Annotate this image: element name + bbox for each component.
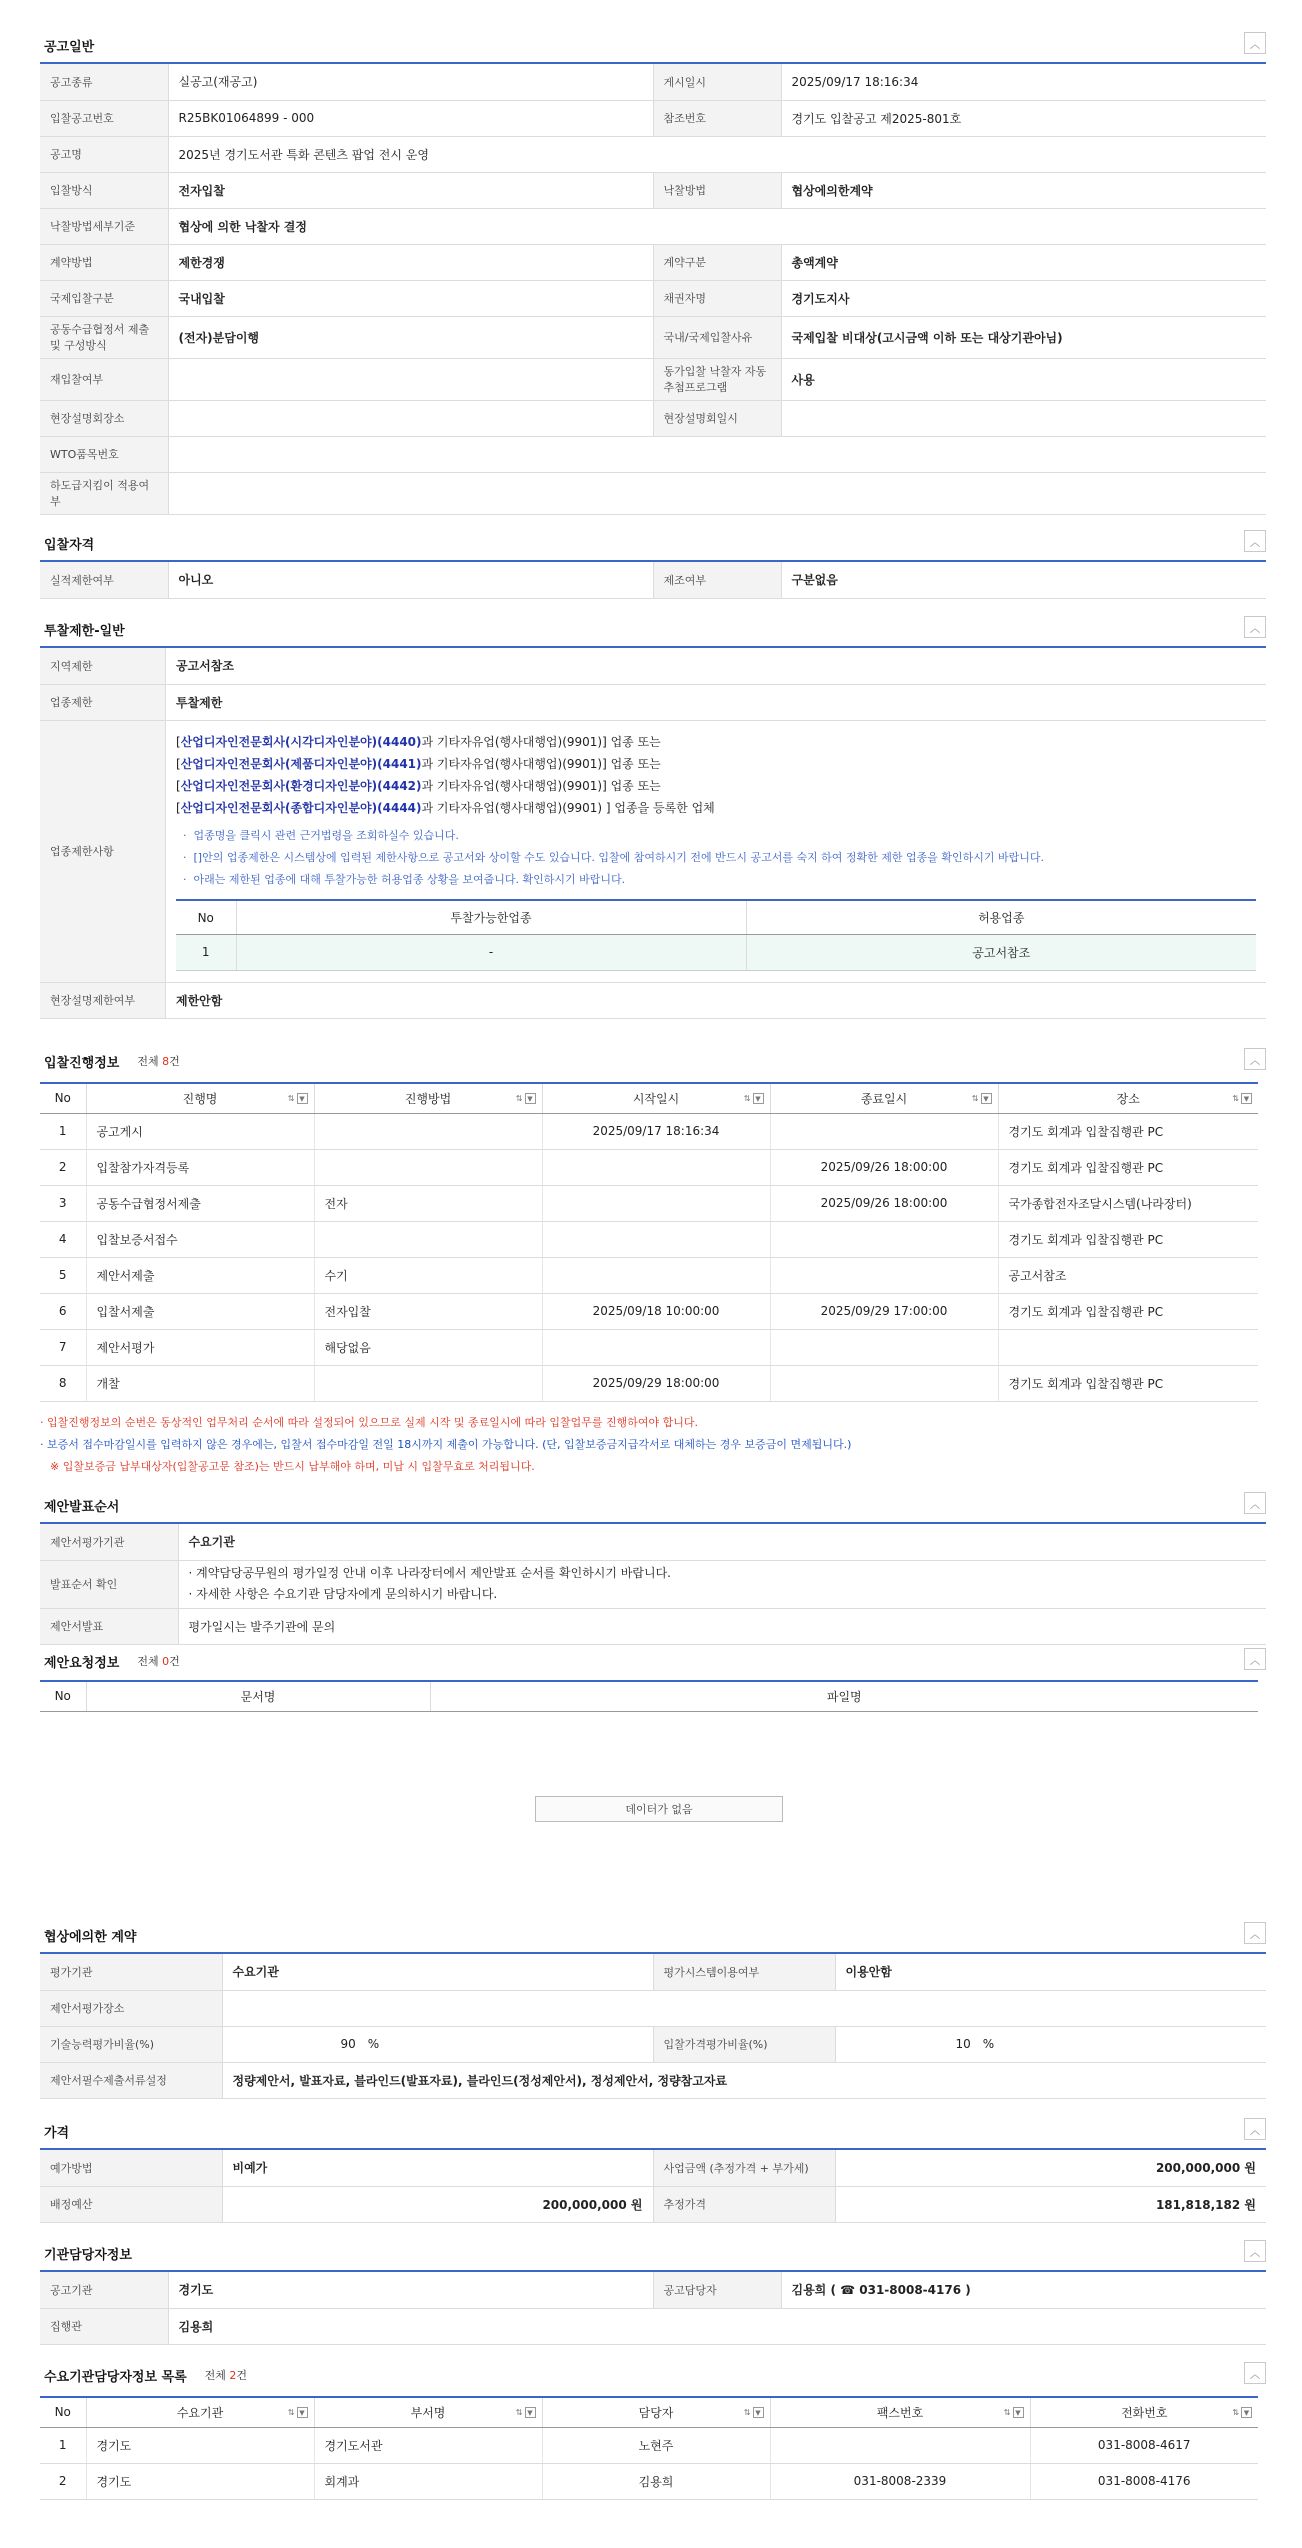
cell xyxy=(314,1221,542,1257)
field-value: 국내입찰 xyxy=(168,280,653,316)
field-label: 업종제한사항 xyxy=(40,720,166,982)
section-title-price: 가격 xyxy=(44,2125,70,2141)
field-label: 실적제한여부 xyxy=(40,562,168,598)
cell: 1 xyxy=(176,934,236,970)
section-title-text: 입찰진행정보 xyxy=(44,1055,120,1071)
field-value xyxy=(781,400,1266,436)
field-value: 2025/09/17 18:16:34 xyxy=(781,64,1266,100)
progress-note: ※ 입찰보증금 납부대상자(입찰공고문 참조)는 반드시 납부해야 하며, 미납 시 입찰무효로 처리됩니다. xyxy=(50,1460,535,1473)
table-row xyxy=(40,400,1266,436)
column-header[interactable]: 수요기관 ⇅ ▼ xyxy=(86,2397,314,2427)
field-value: 국제입찰 비대상(고시금액 이하 또는 대상기관아님) xyxy=(781,316,1266,358)
cell: 제안서제출 xyxy=(86,1257,314,1293)
request-table xyxy=(40,1680,1258,1712)
field-value: R25BK01064899 - 000 xyxy=(168,100,653,136)
industry-link[interactable]: 산업디자인전문회사(종합디자인분야)(4444) xyxy=(180,801,422,816)
column-header[interactable]: 전화번호 ⇅ ▼ xyxy=(1030,2397,1258,2427)
industry-link[interactable]: 산업디자인전문회사(환경디자인분야)(4442) xyxy=(180,779,422,794)
cell: 경기도 회계과 입찰집행관 PC xyxy=(998,1293,1258,1329)
no-data-message: 데이터가 없음 xyxy=(535,1796,783,1822)
field-value xyxy=(222,1990,1266,2026)
section-title-contact: 기관담당자정보 xyxy=(44,2247,132,2263)
field-label: 참조번호 xyxy=(653,100,781,136)
cell: 2 xyxy=(40,2463,86,2499)
sort-icon[interactable]: ⇅ ▼ xyxy=(1004,2407,1024,2418)
field-value: 평가일시는 발주기관에 문의 xyxy=(178,1608,1266,1644)
presentation-order-table xyxy=(40,1524,1266,1645)
field-label: 평가기관 xyxy=(40,1954,222,1990)
industry-link[interactable]: 산업디자인전문회사(제품디자인분야)(4441) xyxy=(180,757,422,772)
cell: 제안서평가 xyxy=(86,1329,314,1365)
record-count: 전체 8건 xyxy=(137,1055,180,1068)
field-label: 국내/국제입찰사유 xyxy=(653,316,781,358)
sort-icon[interactable]: ⇅ ▼ xyxy=(1232,1093,1252,1104)
cell: 2025/09/26 18:00:00 xyxy=(770,1149,998,1185)
cell: 노현주 xyxy=(542,2427,770,2463)
progress-table xyxy=(40,1082,1258,1402)
field-value xyxy=(168,472,1266,514)
sort-icon[interactable]: ⇅ ▼ xyxy=(1232,2407,1252,2418)
field-label: 계약구분 xyxy=(653,244,781,280)
field-label: 공고종류 xyxy=(40,64,168,100)
field-label: 추정가격 xyxy=(653,2186,835,2222)
table-row xyxy=(40,2463,1258,2499)
sort-icon[interactable]: ⇅ ▼ xyxy=(516,1093,536,1104)
collapse-toggle-icon[interactable]: ︿ xyxy=(1244,1922,1266,1944)
cell xyxy=(770,1365,998,1401)
table-row xyxy=(40,172,1266,208)
field-label: 기술능력평가비율(%) xyxy=(40,2026,222,2062)
cell xyxy=(998,1329,1258,1365)
table-row xyxy=(40,100,1266,136)
field-value: 구분없음 xyxy=(781,562,1266,598)
cell: 공동수급협정서제출 xyxy=(86,1185,314,1221)
field-value: 비예가 xyxy=(222,2150,653,2186)
restriction-line: [산업디자인전문회사(시각디자인분야)(4440)과 기타자유업(행사대행업)(9901)] 업종 또는 xyxy=(176,735,661,750)
field-label: WTO품목번호 xyxy=(40,436,168,472)
field-label: 제조여부 xyxy=(653,562,781,598)
field-label: 현장설명제한여부 xyxy=(40,982,166,1018)
table-row xyxy=(40,1293,1258,1329)
cell: 입찰참가자격등록 xyxy=(86,1149,314,1185)
contact-table xyxy=(40,2272,1266,2345)
section-title-text: 수요기관담당자정보 목록 xyxy=(44,2369,187,2385)
field-value: 10 % xyxy=(835,2026,1266,2062)
cell: 전자 xyxy=(314,1185,542,1221)
cell xyxy=(542,1257,770,1293)
cell: 경기도 xyxy=(86,2427,314,2463)
field-value: 이용안함 xyxy=(835,1954,1266,1990)
field-label: 평가시스템이용여부 xyxy=(653,1954,835,1990)
sort-icon[interactable]: ⇅ ▼ xyxy=(744,2407,764,2418)
cell xyxy=(770,1221,998,1257)
cell: 2025/09/29 18:00:00 xyxy=(542,1365,770,1401)
field-label: 낙찰방법 xyxy=(653,172,781,208)
cell: 입찰서제출 xyxy=(86,1293,314,1329)
column-header: No xyxy=(40,1083,86,1113)
table-row xyxy=(40,1365,1258,1401)
info-bullet: · 업종명을 클릭시 관련 근거법령을 조회하실수 있습니다. xyxy=(176,829,459,843)
table-row xyxy=(40,1257,1258,1293)
sort-icon[interactable]: ⇅ ▼ xyxy=(516,2407,536,2418)
field-value: 정량제안서, 발표자료, 블라인드(발표자료), 블라인드(정성제안서), 정성제안서, 정량참고자료 xyxy=(222,2062,1266,2098)
record-count: 전체 2건 xyxy=(204,2369,248,2382)
table-row xyxy=(40,244,1266,280)
restriction-line: [산업디자인전문회사(종합디자인분야)(4444)과 기타자유업(행사대행업)(9901) ] 업종을 등록한 업체 xyxy=(176,801,715,816)
field-value: 2025년 경기도서관 특화 콘텐츠 팝업 전시 운영 xyxy=(168,136,1266,172)
table-row xyxy=(176,934,1256,970)
cell: 개찰 xyxy=(86,1365,314,1401)
field-label: 제안서평가기관 xyxy=(40,1524,178,1560)
field-label: 하도급지킴이 적용여부 xyxy=(40,472,168,514)
collapse-toggle-icon[interactable]: ︿ xyxy=(1244,530,1266,552)
cell xyxy=(770,1257,998,1293)
cell xyxy=(542,1185,770,1221)
column-header[interactable]: 담당자 ⇅ ▼ xyxy=(542,2397,770,2427)
table-row xyxy=(40,64,1266,100)
field-value xyxy=(168,358,653,400)
cell xyxy=(770,1113,998,1149)
section-title-presentation-order: 제안발표순서 xyxy=(44,1499,120,1515)
section-title-text: 제안요청정보 xyxy=(44,1655,120,1671)
field-label: 제안서필수제출서류설정 xyxy=(40,2062,222,2098)
sort-icon[interactable]: ⇅ ▼ xyxy=(744,1093,764,1104)
field-value: 공고서참조 xyxy=(166,648,1267,684)
collapse-toggle-icon[interactable]: ︿ xyxy=(1244,616,1266,638)
cell xyxy=(770,2427,1030,2463)
field-value: 아니오 xyxy=(168,562,653,598)
cell: 6 xyxy=(40,1293,86,1329)
cell xyxy=(542,1149,770,1185)
field-value: 김용희 xyxy=(168,2308,1266,2344)
cell: 2 xyxy=(40,1149,86,1185)
field-label: 계약방법 xyxy=(40,244,168,280)
cell: 5 xyxy=(40,1257,86,1293)
table-row xyxy=(40,1149,1258,1185)
section-title-negotiation: 협상에의한 계약 xyxy=(44,1929,137,1945)
cell: 4 xyxy=(40,1221,86,1257)
info-bullet: · []안의 업종제한은 시스템상에 입력된 제한사항으로 공고서와 상이할 수도 있습니다. 입찰에 참여하시기 전에 반드시 공고서를 숙지 하여 정확한 제한 업종을 확인하시기 바랍니다. xyxy=(176,851,1045,865)
field-value xyxy=(168,400,653,436)
table-row xyxy=(40,436,1266,472)
negotiation-table xyxy=(40,1954,1266,2099)
table-row xyxy=(40,1185,1258,1221)
table-row xyxy=(40,358,1266,400)
industry-link[interactable]: 산업디자인전문회사(시각디자인분야)(4440) xyxy=(180,735,422,750)
field-label: 지역제한 xyxy=(40,648,166,684)
sort-icon[interactable]: ⇅ ▼ xyxy=(972,1093,992,1104)
column-header: 문서명 xyxy=(86,1681,430,1711)
cell: 3 xyxy=(40,1185,86,1221)
cell: 전자입찰 xyxy=(314,1293,542,1329)
field-label: 공고기관 xyxy=(40,2272,168,2308)
field-value: 수요기관 xyxy=(222,1954,653,1990)
column-header[interactable]: 팩스번호 ⇅ ▼ xyxy=(770,2397,1030,2427)
collapse-toggle-icon[interactable]: ︿ xyxy=(1244,1048,1266,1070)
cell: 경기도서관 xyxy=(314,2427,542,2463)
column-header: 허용업종 xyxy=(746,900,1256,934)
table-row xyxy=(40,2427,1258,2463)
cell: 국가종합전자조달시스템(나라장터) xyxy=(998,1185,1258,1221)
collapse-toggle-icon[interactable]: ︿ xyxy=(1244,1492,1266,1514)
field-value: 181,818,182 원 xyxy=(835,2186,1266,2222)
collapse-toggle-icon[interactable]: ︿ xyxy=(1244,32,1266,54)
column-header: 투찰가능한업종 xyxy=(236,900,746,934)
price-table xyxy=(40,2150,1266,2223)
field-label: 게시일시 xyxy=(653,64,781,100)
column-header[interactable]: 부서명 ⇅ ▼ xyxy=(314,2397,542,2427)
field-label: 현장설명회일시 xyxy=(653,400,781,436)
field-value: 협상에의한계약 xyxy=(781,172,1266,208)
field-value: 김용희 ( ☎ 031-8008-4176 ) xyxy=(781,2272,1266,2308)
industry-restriction-detail xyxy=(166,720,1267,982)
column-header[interactable]: 진행방법 ⇅ ▼ xyxy=(314,1083,542,1113)
cell: 수기 xyxy=(314,1257,542,1293)
field-value: (전자)분담이행 xyxy=(168,316,653,358)
cell: 2025/09/29 17:00:00 xyxy=(770,1293,998,1329)
cell: 경기도 회계과 입찰집행관 PC xyxy=(998,1221,1258,1257)
field-label: 재입찰여부 xyxy=(40,358,168,400)
restriction-line: [산업디자인전문회사(제품디자인분야)(4441)과 기타자유업(행사대행업)(9901)] 업종 또는 xyxy=(176,757,661,772)
collapse-toggle-icon[interactable]: ︿ xyxy=(1244,2362,1266,2384)
cell: 경기도 xyxy=(86,2463,314,2499)
field-value: 협상에 의한 낙찰자 결정 xyxy=(168,208,1266,244)
field-label: 공고담당자 xyxy=(653,2272,781,2308)
field-value: 투찰제한 xyxy=(166,684,1267,720)
cell: 031-8008-4617 xyxy=(1030,2427,1258,2463)
field-label: 국제입찰구분 xyxy=(40,280,168,316)
column-header: No xyxy=(40,2397,86,2427)
header-row xyxy=(40,1083,1258,1113)
field-label: 배정예산 xyxy=(40,2186,222,2222)
restriction-line: [산업디자인전문회사(환경디자인분야)(4442)과 기타자유업(행사대행업)(9901)] 업종 또는 xyxy=(176,779,661,794)
field-value xyxy=(168,436,1266,472)
collapse-toggle-icon[interactable]: ︿ xyxy=(1244,2240,1266,2262)
cell: 경기도 회계과 입찰집행관 PC xyxy=(998,1149,1258,1185)
field-label: 공고명 xyxy=(40,136,168,172)
cell: 회계과 xyxy=(314,2463,542,2499)
cell: 1 xyxy=(40,2427,86,2463)
cell: 1 xyxy=(40,1113,86,1149)
section-title-general: 공고일반 xyxy=(44,39,95,55)
collapse-toggle-icon[interactable]: ︿ xyxy=(1244,2118,1266,2140)
table-row xyxy=(40,1221,1258,1257)
field-label: 입찰방식 xyxy=(40,172,168,208)
section-title-restriction: 투찰제한-일반 xyxy=(44,623,125,639)
field-value: 200,000,000 원 xyxy=(835,2150,1266,2186)
field-label: 낙찰방법세부기준 xyxy=(40,208,168,244)
field-label: 현장설명회장소 xyxy=(40,400,168,436)
field-label: 집행관 xyxy=(40,2308,168,2344)
cell: 해당없음 xyxy=(314,1329,542,1365)
cell: 031-8008-2339 xyxy=(770,2463,1030,2499)
field-label: 제안서발표 xyxy=(40,1608,178,1644)
field-value: 실공고(재공고) xyxy=(168,64,653,100)
field-label: 예가방법 xyxy=(40,2150,222,2186)
cell: 공고게시 xyxy=(86,1113,314,1149)
field-value: 제한안함 xyxy=(166,982,1267,1018)
field-label: 사업금액 (추정가격 + 부가세) xyxy=(653,2150,835,2186)
cell xyxy=(314,1365,542,1401)
table-row xyxy=(40,472,1266,514)
column-header[interactable]: 시작일시 ⇅ ▼ xyxy=(542,1083,770,1113)
cell xyxy=(314,1113,542,1149)
field-label: 채권자명 xyxy=(653,280,781,316)
field-value: 수요기관 xyxy=(178,1524,1266,1560)
collapse-toggle-icon[interactable]: ︿ xyxy=(1244,1648,1266,1670)
section-title-demand-contacts xyxy=(44,2362,247,2388)
field-value: 전자입찰 xyxy=(168,172,653,208)
column-header: No xyxy=(40,1681,86,1711)
cell xyxy=(770,1329,998,1365)
table-row xyxy=(40,1329,1258,1365)
field-label: 입찰가격평가비율(%) xyxy=(653,2026,835,2062)
cell: 경기도 회계과 입찰집행관 PC xyxy=(998,1113,1258,1149)
field-value: 총액계약 xyxy=(781,244,1266,280)
header-row xyxy=(40,2397,1258,2427)
field-label: 발표순서 확인 xyxy=(40,1560,178,1608)
restriction-table xyxy=(40,648,1266,1019)
column-header[interactable]: 장소 ⇅ ▼ xyxy=(998,1083,1258,1113)
field-label: 업종제한 xyxy=(40,684,166,720)
field-value: 경기도 입찰공고 제2025-801호 xyxy=(781,100,1266,136)
column-header: 파일명 xyxy=(430,1681,1258,1711)
table-row xyxy=(40,136,1266,172)
progress-note: · 입찰진행정보의 순번은 동상적인 업무처리 순서에 따라 설정되어 있으므로 실제 시작 및 종료일시에 따라 입찰업무를 진행하여야 합니다. xyxy=(40,1416,698,1429)
table-row xyxy=(40,1113,1258,1149)
field-value: 90 % xyxy=(222,2026,653,2062)
field-value: 200,000,000 원 xyxy=(222,2186,653,2222)
cell: 김용희 xyxy=(542,2463,770,2499)
cell: 2025/09/17 18:16:34 xyxy=(542,1113,770,1149)
field-value: 제한경쟁 xyxy=(168,244,653,280)
cell: 031-8008-4176 xyxy=(1030,2463,1258,2499)
sort-icon[interactable]: ⇅ ▼ xyxy=(288,2407,308,2418)
cell: 2025/09/26 18:00:00 xyxy=(770,1185,998,1221)
table-row xyxy=(40,280,1266,316)
field-value: 사용 xyxy=(781,358,1266,400)
table-row xyxy=(40,208,1266,244)
allowed-industry-table xyxy=(176,899,1256,971)
cell: 공고서참조 xyxy=(746,934,1256,970)
field-value: 경기도 xyxy=(168,2272,653,2308)
info-bullet: · 아래는 제한된 업종에 대해 투찰가능한 허용업종 상황을 보여줍니다. 확인하시기 바랍니다. xyxy=(176,873,626,887)
section-title-progress xyxy=(44,1048,180,1074)
cell: 공고서참조 xyxy=(998,1257,1258,1293)
cell: 7 xyxy=(40,1329,86,1365)
field-value: 경기도지사 xyxy=(781,280,1266,316)
cell xyxy=(314,1149,542,1185)
cell xyxy=(542,1221,770,1257)
cell: 8 xyxy=(40,1365,86,1401)
column-header[interactable]: 종료일시 ⇅ ▼ xyxy=(770,1083,998,1113)
field-value: · 계약담당공무원의 평가일정 안내 이후 나라장터에서 제안발표 순서를 확인하시기 바랍니다. · 자세한 사항은 수요기관 담당자에게 문의하시기 바랍니다. xyxy=(178,1560,1266,1608)
cell: 입찰보증서접수 xyxy=(86,1221,314,1257)
cell: 2025/09/18 10:00:00 xyxy=(542,1293,770,1329)
table-row xyxy=(40,316,1266,358)
cell: 경기도 회계과 입찰집행관 PC xyxy=(998,1365,1258,1401)
column-header: No xyxy=(176,900,236,934)
cell: - xyxy=(236,934,746,970)
qualification-table xyxy=(40,562,1266,599)
field-label: 입찰공고번호 xyxy=(40,100,168,136)
progress-note: · 보증서 접수마감일시를 입력하지 않은 경우에는, 입찰서 접수마감일 전일 18시까지 제출이 가능합니다. (단, 입찰보증금지급각서로 대체하는 경우 보증금이 면제됩니다.) xyxy=(40,1438,852,1451)
field-label: 공동수급협정서 제출 및 구성방식 xyxy=(40,316,168,358)
sort-icon[interactable]: ⇅ ▼ xyxy=(288,1093,308,1104)
field-label: 제안서평가장소 xyxy=(40,1990,222,2026)
record-count: 전체 0건 xyxy=(137,1655,180,1668)
demand-contact-table xyxy=(40,2396,1258,2500)
column-header[interactable]: 진행명 ⇅ ▼ xyxy=(86,1083,314,1113)
field-label: 동가입찰 낙찰자 자동추첨프로그램 xyxy=(653,358,781,400)
section-title-request xyxy=(44,1648,180,1674)
cell xyxy=(542,1329,770,1365)
section-title-qualification: 입찰자격 xyxy=(44,537,95,553)
general-table xyxy=(40,64,1266,515)
